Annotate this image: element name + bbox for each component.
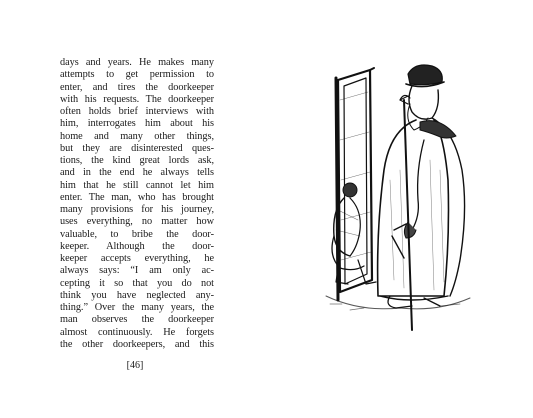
text-line: keeper. Although the door- xyxy=(60,240,214,252)
text-line: tions, the kind great lords ask, xyxy=(60,155,214,166)
text-line: the other doorkeepers, and this xyxy=(60,338,214,350)
text-line: enter. The man, who has brought xyxy=(60,191,214,203)
text-line: almost continuously. He forgets xyxy=(60,326,214,338)
page-number: [46] xyxy=(126,360,144,371)
gate-frame xyxy=(336,68,374,300)
text-line: often holds brief interviews with xyxy=(60,106,214,117)
text-line: cepting it so that you do not xyxy=(60,277,214,289)
text-line: with his requests. The doorkeeper xyxy=(60,93,214,105)
doorkeeper-illustration xyxy=(320,60,480,342)
text-line: him that he still cannot let him xyxy=(60,179,214,191)
text-line: man observes the doorkeeper xyxy=(60,314,214,326)
text-line: think you have neglected any- xyxy=(60,289,214,301)
body-text xyxy=(60,57,214,351)
text-line: and in the end he always tells xyxy=(60,167,214,179)
text-line: home and many other things, xyxy=(60,130,214,142)
text-line: but they are disinterested ques- xyxy=(60,142,214,154)
text-line: him, interrogates him about his xyxy=(60,118,214,130)
text-line: days and years. He makes many xyxy=(60,57,214,68)
text-line: enter, and tires the doorkeeper xyxy=(60,81,214,93)
text-line: keeper accepts everything, he xyxy=(60,253,214,264)
text-line: uses everything, no matter how xyxy=(60,216,214,228)
text-line: always says: “I am only ac- xyxy=(60,265,214,277)
text-line: valuable, to bribe the door- xyxy=(60,228,214,240)
text-line: many provisions for his journey, xyxy=(60,204,214,215)
text-line: thing.” Over the many years, the xyxy=(60,302,214,313)
text-line: attempts to get permission to xyxy=(60,69,214,81)
doorkeeper-figure xyxy=(378,65,465,330)
